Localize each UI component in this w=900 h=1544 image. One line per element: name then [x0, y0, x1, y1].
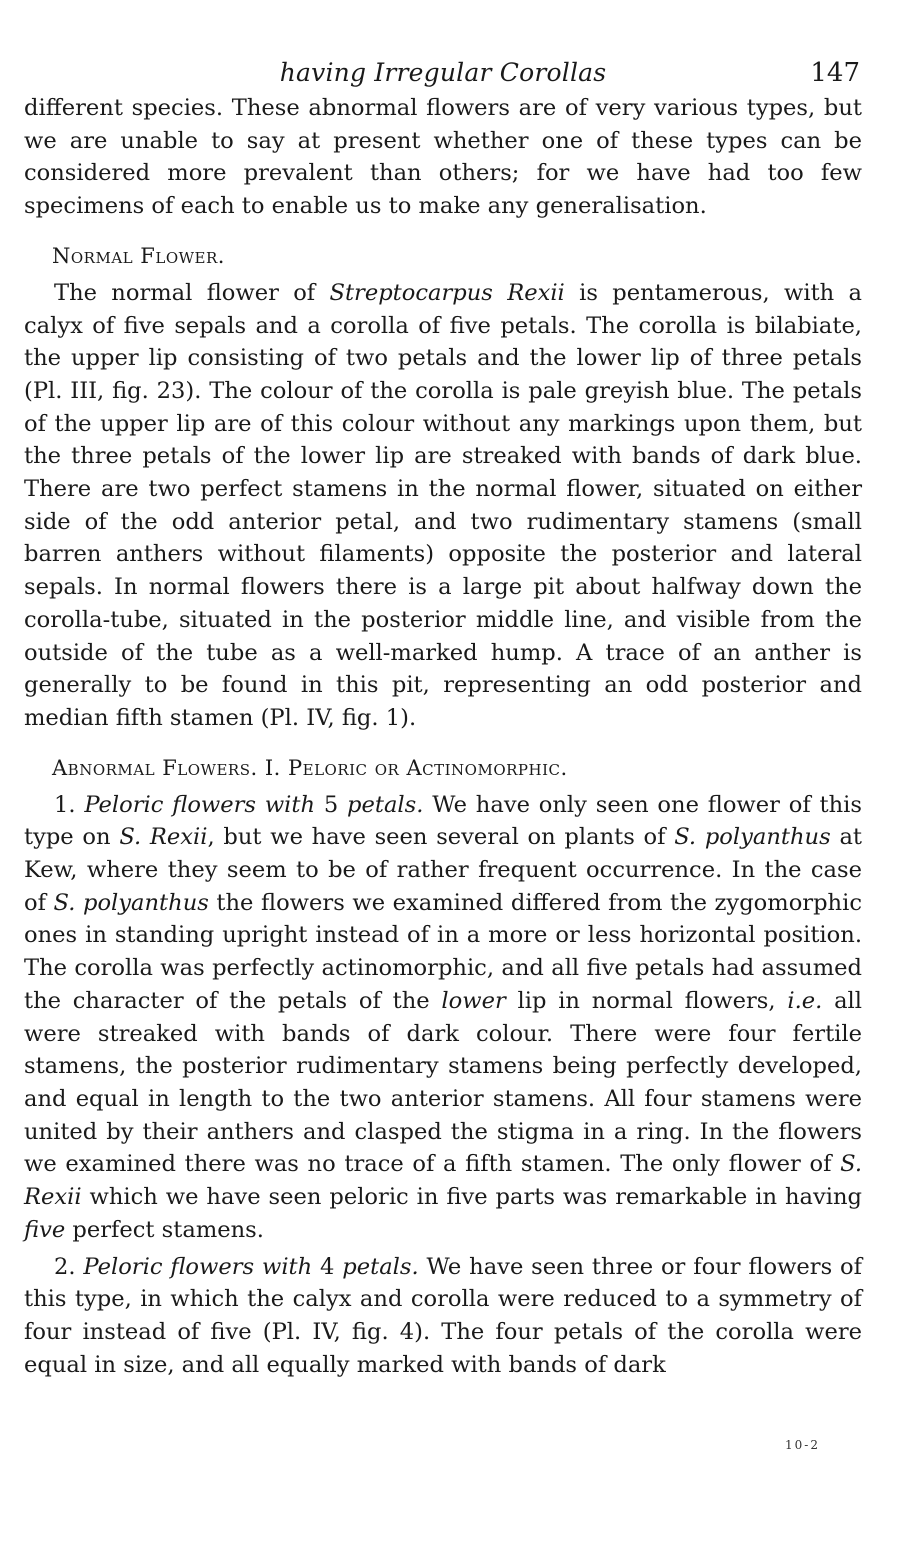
item-title: petals. — [342, 1253, 419, 1280]
text-run: perfect stamens. — [65, 1216, 264, 1243]
section-heading-normal-flower: Normal Flower. — [52, 243, 225, 268]
species-name: Streptocarpus Rexii — [329, 279, 565, 306]
running-title: having Irregular Corollas — [279, 58, 607, 87]
section-heading-abnormal-flowers: Abnormal Flowers. I. Peloric or Actinomorphic. — [52, 755, 568, 780]
item-title: Peloric flowers with — [83, 1253, 313, 1280]
text-run: The normal flower of — [54, 279, 330, 306]
species-name: S. Rexii — [24, 1151, 862, 1211]
emphasis-word: lower — [441, 987, 506, 1014]
printer-signature: 10-2 — [785, 1438, 820, 1452]
text-run: the flowers we examined differed from the zygomorphic ones in standing upright instead of in a more or less horizontal position. The corolla was perfectly actinomorphic, and all five petals had assumed the character of the petals of the — [24, 889, 862, 1014]
item-title: petals. — [347, 791, 424, 818]
running-header — [24, 52, 862, 92]
item-number: 2. — [54, 1253, 84, 1280]
species-name: S. polyanthus — [674, 824, 831, 851]
paragraph-continuation: different species. These abnormal flowers are of very various types, but we are unable to say at present whether one of these types can be considered more prevalent than others; for we have had too few specimens of each to enable us to make any generalisation. — [24, 95, 862, 220]
species-name: S. polyanthus — [53, 889, 209, 916]
text-run: , but we have seen several on plants of — [207, 824, 675, 851]
page-content — [24, 52, 862, 1381]
item-title-number: 5 — [315, 791, 348, 818]
text-run: lip in normal flowers, — [505, 987, 788, 1014]
text-run: at Kew, where they seem to be of rather frequent occurrence. In the case of — [24, 824, 862, 916]
abbreviation: i.e. — [787, 987, 823, 1014]
text-run: We have only seen one flower of this type on — [24, 791, 862, 851]
paragraph-peloric-five — [24, 789, 862, 1247]
paragraph-normal-flower — [24, 277, 862, 735]
text-run: which we have seen peloric in five parts was remarkable in having — [81, 1184, 862, 1211]
text-run: all were streaked with bands of dark colour. There were four fertile stamens, the posterior rudimentary stamens being perfectly developed, and equal in length to the two anterior stamens. All four stamens were united by their anthers and clasped the stigma in a ring. In the flowers we examined there was no trace of a fifth stamen. The only flower of — [24, 987, 863, 1178]
item-title-number: 4 — [312, 1253, 343, 1280]
item-title: Peloric flowers with — [84, 791, 316, 818]
paragraph-peloric-four — [24, 1251, 862, 1382]
page-number: 147 — [810, 58, 860, 88]
species-name: S. Rexii — [119, 824, 208, 851]
text-run: We have seen three or four flowers of this type, in which the calyx and corolla were reduced to a symmetry of four instead of five (Pl. IV, fig. 4). The four petals of the corolla were equal in size, and all equally marked with bands of dark — [24, 1253, 862, 1378]
text-run: is pentamerous, with a calyx of five sepals and a corolla of five petals. The corolla is bilabiate, the upper lip consisting of two petals and the lower lip of three petals (Pl. III, fig. 23). The colour of the corolla is pale greyish blue. The petals of the upper lip are of this colour without any markings upon them, but the three petals of the lower lip are streaked with bands of dark blue. There are two perfect stamens in the normal flower, situated on either side of the odd anterior petal, and two rudimentary stamens (small barren anthers without filaments) opposite the posterior and lateral sepals. In normal flowers there is a large pit about halfway down the corolla-tube, situated in the posterior middle line, and visible from the outside of the tube as a well-marked hump. A trace of an anther is generally to be found in this pit, representing an odd posterior and median fifth stamen (Pl. IV, fig. 1). — [24, 279, 863, 731]
item-number: 1. — [54, 791, 85, 818]
emphasis-word: five — [24, 1216, 66, 1243]
